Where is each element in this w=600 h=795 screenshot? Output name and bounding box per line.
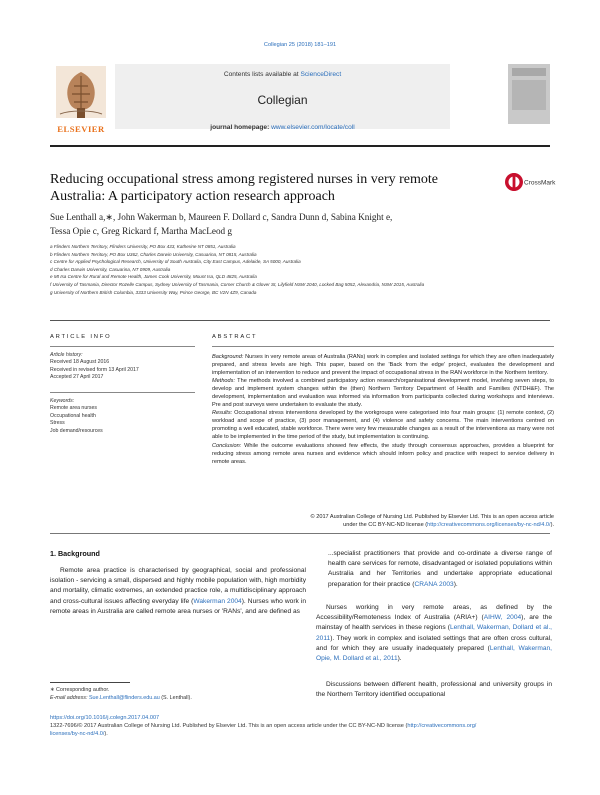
email-label: E-mail address: xyxy=(50,695,88,701)
background-label: Background: xyxy=(212,354,244,360)
body-paragraph-1: Remote area practice is characterised by geographical, social and professional isolation - servicing a small, dispersed and highly mobile population with, high morbidity and mortality, climatic extremes, an extended practice role, a multidisciplinary approach and cross-cultural issues affecting everyday life (Wakerman 2004). Nurses who work in remote areas in Australia are called remote area nurses or 'RANs', and are defined as xyxy=(50,567,306,615)
keywords-label: Keywords: xyxy=(50,398,75,404)
license-link-a[interactable]: http://creativecommons.org/ xyxy=(407,723,477,730)
quote-block: ...specialist practitioners that provide and co-ordinate a diverse range of health care services for remote, disadvantaged or isolated populations within Australia and her Territories and undertake appropriate educational preparation for their practice (CRANA 2003). xyxy=(328,550,552,588)
history-label: Article history: xyxy=(50,352,83,358)
affiliation-rule xyxy=(50,320,550,321)
journal-cover-image xyxy=(508,64,550,124)
journal-title: Collegian xyxy=(257,93,308,107)
citation-link[interactable]: Wakerman 2004 xyxy=(193,597,242,605)
header-rule xyxy=(50,145,550,147)
body-paragraph-2: Nurses working in very remote areas, as defined by the Accessibility/Remoteness Index of Australia (ARIA+) (AIHW, 2004), are the mainstay of health services in these regions (Lenthall, Wakerman, Dollard et al., 2011). They work in complex and isolated settings that are often cross cultural, and for which they are usually inadequately prepared (Lenthall, Wakerman, Opie, M. Dollard et al., 2011). xyxy=(316,604,553,663)
results-label: Results: xyxy=(212,410,233,417)
homepage-link[interactable]: www.elsevier.com/locate/coll xyxy=(271,124,355,131)
abstract-bottom-rule xyxy=(50,533,550,534)
authors-line-2: Tessa Opie c, Greg Rickard f, Martha MacLeod g xyxy=(50,226,233,236)
keyword-item: Remote area nurses xyxy=(50,405,97,412)
body-paragraph-3: Discussions between different health, professional and university groups in the Northern Territory identified occupational xyxy=(316,681,552,699)
affiliation-f: f University of Tasmania, Director Rozelle Campus, Sydney University of Tasmania, Corner Church & Glover St, Lilyfield NSW 2040, Locked Bag 5052, Alexandria, NSW 2015, Australia xyxy=(50,281,425,287)
license-link-b[interactable]: licenses/by-nc-nd/4.0/ xyxy=(50,731,105,738)
article-title: Reducing occupational stress among registered nurses in very remote Australia: A participatory action research approach xyxy=(50,172,438,204)
crossmark-label: CrossMark xyxy=(524,179,556,187)
affiliation-g: g University of Northern British Columbia, 3333 University Way, Prince George, BC V2N 4Z9, Canada xyxy=(50,289,257,295)
crossmark-badge[interactable] xyxy=(504,170,556,200)
corresponding-author-note: ∗ Corresponding author. xyxy=(50,687,110,693)
sciencedirect-link[interactable]: ScienceDirect xyxy=(300,71,342,78)
abstract-heading: ABSTRACT xyxy=(212,334,258,340)
section-heading-background: 1. Background xyxy=(50,549,100,558)
history-received: Received 18 August 2016 xyxy=(50,359,110,366)
author-list xyxy=(50,210,520,238)
abstract-conclusion: While the outcome evaluations showed few effects, the study through consensus approaches, provides a blueprint for reducing stress among remote area nurses and evidence which should inform policy and practice with respect to service delivery in remote areas. xyxy=(212,442,554,465)
abstract-rule xyxy=(212,346,554,347)
abstract-body xyxy=(212,353,554,466)
email-link[interactable]: Sue.Lenthall@flinders.edu.au xyxy=(88,695,160,701)
contents-prefix: Contents lists available at xyxy=(223,71,299,78)
abstract-background: Nurses in very remote areas of Australia (RANs) work in complex and isolated settings for which they are often inadequately prepared, and stress levels are high. This paper, based on the 'Back from the edge' project, evaluates the development and implementation of an intervention to reduce and prevent the impact of occupational stress in the RAN workforce in the Northern territory. xyxy=(212,354,554,377)
affiliation-e: e Mt Isa Centre for Rural and Remote Health, James Cook University, Mount Isa, QLD 4825, Australia xyxy=(50,274,257,280)
history-rule xyxy=(50,392,195,393)
keyword-item: Occupational health xyxy=(50,412,96,419)
doi-link[interactable]: https://doi.org/10.1016/j.colegn.2017.04.007 xyxy=(50,715,160,721)
affiliation-a: a Flinders Northern Territory, Flinders University, PO Box 433, Katherine NT 0851, Australia xyxy=(50,244,236,249)
affiliation-b: b Flinders Northern Territory, PO Box U362, Charles Darwin University, Casuarina, NT 0815, Australia xyxy=(50,251,257,257)
abstract-results: Occupational stress interventions developed by the workgroups were categorised into four main groups: (1) remote context, (2) workload and scope of practice, (3) poor management, and (4) violence and safety concerns. The main interventions centred on promoting a well educated, stable workforce. There were very few measurable changes as a result of the interventions as many were not able to be implemented in the time period of the study, but implementation is continuing. xyxy=(212,410,554,441)
elsevier-wordmark: ELSEVIER xyxy=(57,124,105,134)
history-revised: Received in revised form 13 April 2017 xyxy=(50,366,139,373)
keyword-item: Job demand/resources xyxy=(50,427,103,434)
keywords xyxy=(50,398,195,435)
license-link[interactable]: http://creativecommons.org/licenses/by-nc-nd/4.0/ xyxy=(427,522,551,529)
methods-label: Methods: xyxy=(212,378,236,385)
affiliation-c: c Centre for Applied Psychological Research, University of South Australia, City East Campus, Adelaide, SA 5000, Australia xyxy=(50,259,301,265)
article-history xyxy=(50,352,195,382)
keyword-item: Stress xyxy=(50,420,65,427)
article-info-rule xyxy=(50,346,195,347)
affiliation-d: d Charles Darwin University, Casuarina, NT 0909, Australia xyxy=(50,266,171,272)
citation-link[interactable]: Lenthall, Wakerman, Dollard et al., 2011 xyxy=(316,624,553,642)
running-header[interactable]: Collegian 25 (2018) 181–191 xyxy=(263,42,337,48)
affiliations xyxy=(50,243,520,296)
crossmark-icon xyxy=(504,170,556,200)
conclusion-label: Conclusion: xyxy=(212,442,242,449)
abstract-copyright xyxy=(212,513,554,529)
citation-link[interactable]: CRANA 2003 xyxy=(414,580,454,588)
copyright-line-1: © 2017 Australian College of Nursing Ltd. Published by Elsevier Ltd. This is an open access article xyxy=(310,514,554,520)
doi-block: https://doi.org/10.1016/j.colegn.2017.04.007 1322-7696/© 2017 Australian College of Nursing Ltd. Published by Elsevier Ltd. This is an open access article under the CC BY-NC-ND license (http://creativecommons.org/ licenses/by-nc-nd/4.0/). xyxy=(50,715,477,738)
contents-line xyxy=(115,71,450,78)
journal-homepage xyxy=(115,124,450,131)
copyright-line-2: under the CC BY-NC-ND license (http://creativecommons.org/licenses/by-nc-nd/4.0/). xyxy=(343,522,554,529)
authors-line-1: Sue Lenthall a,∗, John Wakerman b, Maureen F. Dollard c, Sandra Dunn d, Sabina Knight e, xyxy=(50,212,393,222)
citation-link[interactable]: Lenthall, Wakerman, Opie, M. Dollard et al., 2011 xyxy=(316,644,552,663)
footnote-rule xyxy=(50,682,130,683)
abstract-methods: The methods involved a combined participatory action research/organisational development model, involving seven steps, to develop and implement system changes within the (then) Northern Territory Department of Health and Families (NTDH&F). The development, implementation and evaluation was informed via information from participants collected during workshops and interviews. Pre and post surveys were undertaken to evaluate the study. xyxy=(212,378,554,409)
history-accepted: Accepted 27 April 2017 xyxy=(50,374,104,381)
email-note: E-mail address: Sue.Lenthall@flinders.edu.au (S. Lenthall). xyxy=(50,695,192,701)
homepage-label: journal homepage: xyxy=(210,124,270,131)
citation-link[interactable]: AIHW, 2004 xyxy=(483,614,522,622)
article-info-heading: ARTICLE INFO xyxy=(50,334,112,340)
